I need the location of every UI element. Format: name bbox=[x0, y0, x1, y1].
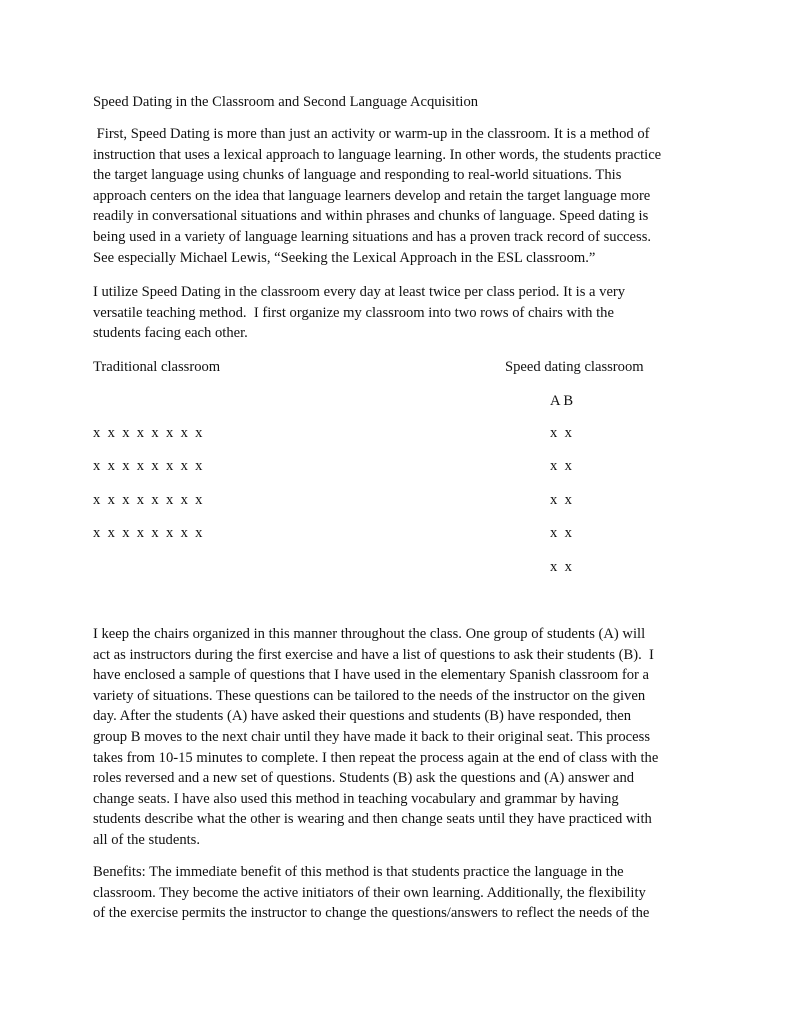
traditional-row: x x x x x x x x bbox=[93, 525, 203, 541]
text-line: of the exercise permits the instructor to change the questions/answers to reflect the needs of the bbox=[93, 905, 650, 922]
text-line: roles reversed and a new set of questions. Students (B) ask the questions and (A) answer and bbox=[93, 770, 635, 787]
speed-row: x x bbox=[550, 559, 572, 575]
text-line: classroom. They become the active initiators of their own learning. Additionally, the flexibility bbox=[93, 884, 646, 901]
text-line: approach centers on the idea that language learners develop and retain the target language more bbox=[93, 187, 651, 204]
paragraph-benefits bbox=[93, 862, 703, 924]
text-line: versatile teaching method. I first organize my classroom into two rows of chairs with the bbox=[93, 304, 614, 321]
paragraph-intro bbox=[93, 124, 703, 268]
text-line: See especially Michael Lewis, “Seeking the Lexical Approach in the ESL classroom.” bbox=[93, 249, 596, 266]
speed-row: x x bbox=[550, 525, 572, 541]
ab-label: A B bbox=[550, 393, 574, 409]
traditional-row: x x x x x x x x bbox=[93, 425, 203, 441]
text-line: act as instructors during the first exercise and have a list of questions to ask their students (B). I bbox=[93, 646, 654, 663]
speed-dating-classroom-label: Speed dating classroom bbox=[505, 359, 644, 375]
text-line: I utilize Speed Dating in the classroom every day at least twice per class period. It is a very bbox=[93, 284, 626, 300]
speed-row: x x bbox=[550, 425, 572, 441]
text-line: all of the students. bbox=[93, 831, 201, 848]
text-line: variety of situations. These questions can be tailored to the needs of the instructor on the given bbox=[93, 687, 646, 704]
text-line: group B moves to the next chair until they have made it back to their original seat. This process bbox=[93, 728, 650, 745]
text-line: change seats. I have also used this method in teaching vocabulary and grammar by having bbox=[93, 790, 619, 807]
traditional-row: x x x x x x x x bbox=[93, 458, 203, 474]
speed-row: x x bbox=[550, 492, 572, 508]
text-line: takes from 10-15 minutes to complete. I then repeat the process again at the end of class with the bbox=[93, 749, 659, 766]
text-line: students describe what the other is wearing and then change seats until they have practiced with bbox=[93, 811, 652, 828]
traditional-classroom-label: Traditional classroom bbox=[93, 359, 221, 375]
text-line: Benefits: The immediate benefit of this method is that students practice the language in the bbox=[93, 864, 624, 880]
traditional-row: x x x x x x x x bbox=[93, 492, 203, 508]
paragraph-method bbox=[93, 282, 703, 344]
text-line: the target language using chunks of language and responding to real-world situations. This bbox=[93, 167, 622, 184]
text-line: I keep the chairs organized in this manner throughout the class. One group of students (A) will bbox=[93, 626, 646, 642]
text-line: readily in conversational situations and within phrases and chunks of language. Speed dating is bbox=[93, 208, 649, 225]
text-line: instruction that uses a lexical approach to language learning. In other words, the students practice bbox=[93, 146, 662, 163]
text-line: have enclosed a sample of questions that I have used in the elementary Spanish classroom for a bbox=[93, 667, 650, 684]
paragraph-procedure bbox=[93, 624, 703, 851]
text-line: being used in a variety of language learning situations and has a proven track record of success. bbox=[93, 228, 652, 245]
speed-row: x x bbox=[550, 458, 572, 474]
text-line: day. After the students (A) have asked their questions and students (B) have responded, then bbox=[93, 708, 632, 725]
text-line: First, Speed Dating is more than just an activity or warm-up in the classroom. It is a method of bbox=[93, 126, 650, 142]
document-title: Speed Dating in the Classroom and Second Language Acquisition bbox=[93, 94, 479, 110]
text-line: students facing each other. bbox=[93, 325, 248, 342]
